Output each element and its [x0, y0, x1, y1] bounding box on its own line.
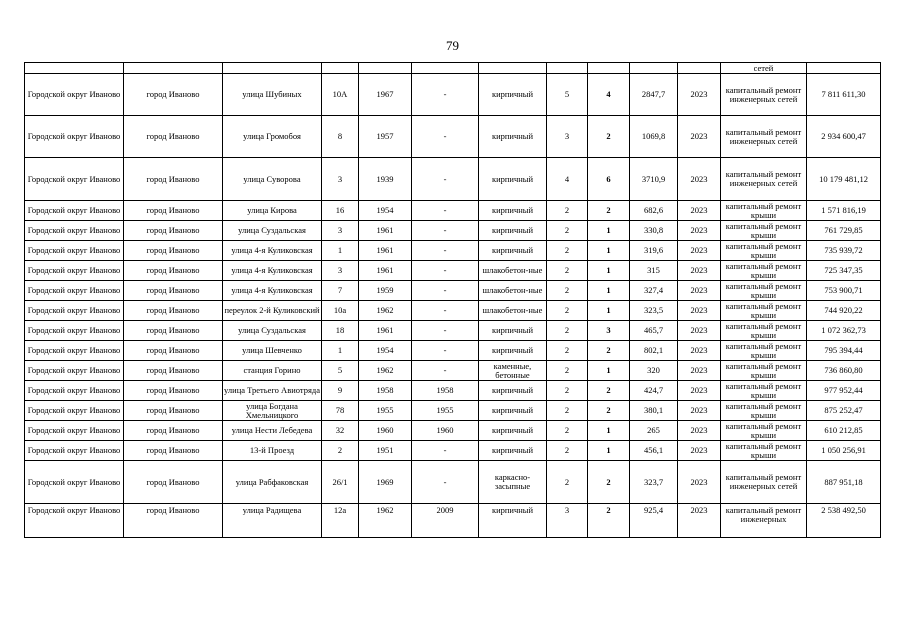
floors-cell: 3 — [547, 504, 588, 538]
year-reconstruction-cell: - — [412, 201, 479, 221]
cost-cell: 761 729,85 — [807, 221, 881, 241]
district-cell: Городской округ Иваново — [25, 401, 124, 421]
table-row — [25, 341, 881, 361]
year-reconstruction-cell: 1955 — [412, 401, 479, 421]
floors-cell: 2 — [547, 321, 588, 341]
year-built-cell: 1939 — [359, 158, 412, 201]
year-reconstruction-cell: - — [412, 221, 479, 241]
district-cell: Городской округ Иваново — [25, 361, 124, 381]
house-number-cell: 7 — [322, 281, 359, 301]
house-number-cell: 3 — [322, 158, 359, 201]
table-row — [25, 301, 881, 321]
house-number-cell: 3 — [322, 261, 359, 281]
entrances-cell: 2 — [588, 461, 630, 504]
year-built-cell: 1961 — [359, 241, 412, 261]
floors-cell: 4 — [547, 158, 588, 201]
street-cell: улица Кирова — [223, 201, 322, 221]
year-reconstruction-cell: - — [412, 116, 479, 158]
street-cell: станция Горино — [223, 361, 322, 381]
cost-cell: 10 179 481,12 — [807, 158, 881, 201]
year-reconstruction-cell: 1960 — [412, 421, 479, 441]
entrances-cell: 1 — [588, 301, 630, 321]
wall-material-cell: кирпичный — [479, 241, 547, 261]
year-built-cell: 1962 — [359, 504, 412, 538]
area-cell: 265 — [630, 421, 678, 441]
area-cell: 682,6 — [630, 201, 678, 221]
house-number-cell: 26/1 — [322, 461, 359, 504]
year-reconstruction-cell: - — [412, 74, 479, 116]
table-row — [25, 361, 881, 381]
wall-material-cell: шлакобетон-ные — [479, 261, 547, 281]
area-cell: 315 — [630, 261, 678, 281]
cost-cell: 753 900,71 — [807, 281, 881, 301]
area-cell: 323,5 — [630, 301, 678, 321]
street-cell: улица Нести Лебедева — [223, 421, 322, 441]
cost-cell: 1 050 256,91 — [807, 441, 881, 461]
year-built-cell: 1967 — [359, 74, 412, 116]
district-cell: Городской округ Иваново — [25, 158, 124, 201]
city-cell: город Иваново — [124, 241, 223, 261]
year-reconstruction-cell: - — [412, 261, 479, 281]
city-cell: город Иваново — [124, 361, 223, 381]
house-number-cell: 12а — [322, 504, 359, 538]
plan-year-cell: 2023 — [678, 158, 721, 201]
city-cell: город Иваново — [124, 341, 223, 361]
city-cell: город Иваново — [124, 201, 223, 221]
work-type-cell: капитальный ремонт инженерных — [721, 504, 807, 538]
plan-year-cell: 2023 — [678, 116, 721, 158]
year-reconstruction-cell: - — [412, 361, 479, 381]
entrances-cell: 2 — [588, 341, 630, 361]
street-cell: переулок 2-й Куликовский — [223, 301, 322, 321]
floors-cell: 3 — [547, 116, 588, 158]
housing-registry-table — [24, 62, 881, 538]
street-cell: улица 4-я Куликовская — [223, 261, 322, 281]
plan-year-cell: 2023 — [678, 301, 721, 321]
table-row — [25, 381, 881, 401]
floors-cell: 2 — [547, 421, 588, 441]
wall-material-cell: кирпичный — [479, 201, 547, 221]
city-cell: город Иваново — [124, 221, 223, 241]
year-reconstruction-cell: - — [412, 301, 479, 321]
year-built-cell: 1961 — [359, 261, 412, 281]
district-cell: Городской округ Иваново — [25, 116, 124, 158]
work-type-cell: капитальный ремонт крыши — [721, 361, 807, 381]
house-number-cell: 10а — [322, 301, 359, 321]
district-cell: Городской округ Иваново — [25, 461, 124, 504]
plan-year-cell: 2023 — [678, 341, 721, 361]
street-cell: улица Суздальская — [223, 321, 322, 341]
district-cell: Городской округ Иваново — [25, 341, 124, 361]
wall-material-cell: кирпичный — [479, 158, 547, 201]
plan-year-cell: 2023 — [678, 441, 721, 461]
entrances-cell: 2 — [588, 504, 630, 538]
year-built-cell: 1959 — [359, 281, 412, 301]
district-cell: Городской округ Иваново — [25, 321, 124, 341]
page-number: 79 — [446, 38, 459, 53]
plan-year-cell: 2023 — [678, 221, 721, 241]
entrances-cell: 2 — [588, 116, 630, 158]
cost-cell: 744 920,22 — [807, 301, 881, 321]
area-cell: 802,1 — [630, 341, 678, 361]
street-cell: улица Шевченко — [223, 341, 322, 361]
wall-material-cell: кирпичный — [479, 504, 547, 538]
cost-cell: 735 939,72 — [807, 241, 881, 261]
year-reconstruction-cell: - — [412, 441, 479, 461]
table-row — [25, 221, 881, 241]
floors-cell: 2 — [547, 281, 588, 301]
table-row — [25, 116, 881, 158]
entrances-cell: 1 — [588, 281, 630, 301]
entrances-cell: 1 — [588, 441, 630, 461]
city-cell: город Иваново — [124, 381, 223, 401]
cost-cell: 725 347,35 — [807, 261, 881, 281]
street-cell: улица Радищева — [223, 504, 322, 538]
area-cell: 319,6 — [630, 241, 678, 261]
cost-cell: 1 072 362,73 — [807, 321, 881, 341]
plan-year-cell: 2023 — [678, 74, 721, 116]
city-cell: город Иваново — [124, 421, 223, 441]
wall-material-cell: кирпичный — [479, 401, 547, 421]
city-cell: город Иваново — [124, 301, 223, 321]
floors-cell: 2 — [547, 381, 588, 401]
work-type-cell: капитальный ремонт крыши — [721, 241, 807, 261]
wall-material-cell: кирпичный — [479, 116, 547, 158]
area-cell: 465,7 — [630, 321, 678, 341]
year-built-cell: 1951 — [359, 441, 412, 461]
work-type-cell: капитальный ремонт инженерных сетей — [721, 116, 807, 158]
cost-cell: 2 538 492,50 — [807, 504, 881, 538]
entrances-cell: 2 — [588, 381, 630, 401]
table-row — [25, 201, 881, 221]
district-cell: Городской округ Иваново — [25, 301, 124, 321]
wall-material-cell: каменные, бетонные — [479, 361, 547, 381]
wall-material-cell: каркасно-засыпные — [479, 461, 547, 504]
table-row — [25, 461, 881, 504]
cost-cell: 610 212,85 — [807, 421, 881, 441]
plan-year-cell: 2023 — [678, 281, 721, 301]
cost-cell: 736 860,80 — [807, 361, 881, 381]
street-cell: улица 4-я Куликовская — [223, 281, 322, 301]
year-reconstruction-cell: - — [412, 341, 479, 361]
city-cell: город Иваново — [124, 441, 223, 461]
cost-cell: 875 252,47 — [807, 401, 881, 421]
year-built-cell: 1955 — [359, 401, 412, 421]
work-type-cell: капитальный ремонт крыши — [721, 341, 807, 361]
area-cell: 320 — [630, 361, 678, 381]
plan-year-cell: 2023 — [678, 461, 721, 504]
year-built-cell: 1969 — [359, 461, 412, 504]
table-row — [25, 441, 881, 461]
house-number-cell: 1 — [322, 241, 359, 261]
table-row — [25, 401, 881, 421]
floors-cell: 2 — [547, 401, 588, 421]
work-type-cell: капитальный ремонт крыши — [721, 301, 807, 321]
floors-cell: 5 — [547, 74, 588, 116]
wall-material-cell: кирпичный — [479, 421, 547, 441]
entrances-cell: 4 — [588, 74, 630, 116]
work-type-cell: капитальный ремонт крыши — [721, 381, 807, 401]
city-cell: город Иваново — [124, 504, 223, 538]
district-cell: Городской округ Иваново — [25, 421, 124, 441]
house-number-cell: 3 — [322, 221, 359, 241]
work-type-cell: капитальный ремонт крыши — [721, 221, 807, 241]
year-built-cell: 1961 — [359, 221, 412, 241]
year-built-cell: 1954 — [359, 341, 412, 361]
area-cell: 2847,7 — [630, 74, 678, 116]
district-cell: Городской округ Иваново — [25, 201, 124, 221]
table-row — [25, 504, 881, 538]
floors-cell: 2 — [547, 361, 588, 381]
plan-year-cell: 2023 — [678, 401, 721, 421]
year-reconstruction-cell: - — [412, 461, 479, 504]
area-cell: 3710,9 — [630, 158, 678, 201]
house-number-cell: 18 — [322, 321, 359, 341]
work-type-cell: капитальный ремонт крыши — [721, 261, 807, 281]
area-cell: 1069,8 — [630, 116, 678, 158]
plan-year-cell: 2023 — [678, 321, 721, 341]
cost-cell: 7 811 611,30 — [807, 74, 881, 116]
city-cell: город Иваново — [124, 401, 223, 421]
table-row — [25, 261, 881, 281]
table-row — [25, 74, 881, 116]
street-cell: улица Богдана Хмельницкого — [223, 401, 322, 421]
work-type-cell: капитальный ремонт инженерных сетей — [721, 158, 807, 201]
street-cell: улица Суздальская — [223, 221, 322, 241]
table-row — [25, 281, 881, 301]
entrances-cell: 1 — [588, 261, 630, 281]
year-built-cell: 1960 — [359, 421, 412, 441]
plan-year-cell: 2023 — [678, 201, 721, 221]
district-cell: Городской округ Иваново — [25, 241, 124, 261]
area-cell: 330,8 — [630, 221, 678, 241]
year-reconstruction-cell: 2009 — [412, 504, 479, 538]
table-row-continuation — [25, 63, 881, 74]
house-number-cell: 10А — [322, 74, 359, 116]
entrances-cell: 1 — [588, 421, 630, 441]
house-number-cell: 78 — [322, 401, 359, 421]
table-row — [25, 241, 881, 261]
house-number-cell: 1 — [322, 341, 359, 361]
street-cell: улица Суворова — [223, 158, 322, 201]
wall-material-cell: кирпичный — [479, 381, 547, 401]
district-cell: Городской округ Иваново — [25, 381, 124, 401]
table-row — [25, 321, 881, 341]
cost-cell: 2 934 600,47 — [807, 116, 881, 158]
wall-material-cell: кирпичный — [479, 74, 547, 116]
house-number-cell: 16 — [322, 201, 359, 221]
year-built-cell: 1957 — [359, 116, 412, 158]
cost-cell: 887 951,18 — [807, 461, 881, 504]
street-cell: улица Громобоя — [223, 116, 322, 158]
house-number-cell: 9 — [322, 381, 359, 401]
year-built-cell: 1962 — [359, 361, 412, 381]
floors-cell: 2 — [547, 461, 588, 504]
plan-year-cell: 2023 — [678, 381, 721, 401]
district-cell: Городской округ Иваново — [25, 441, 124, 461]
year-reconstruction-cell: - — [412, 158, 479, 201]
plan-year-cell: 2023 — [678, 504, 721, 538]
entrances-cell: 1 — [588, 361, 630, 381]
floors-cell: 2 — [547, 441, 588, 461]
cost-cell: 795 394,44 — [807, 341, 881, 361]
year-reconstruction-cell: - — [412, 321, 479, 341]
work-type-cell: капитальный ремонт крыши — [721, 281, 807, 301]
entrances-cell: 2 — [588, 201, 630, 221]
house-number-cell: 32 — [322, 421, 359, 441]
table-row — [25, 421, 881, 441]
year-built-cell: 1958 — [359, 381, 412, 401]
street-cell: улица Третьего Авиотряда — [223, 381, 322, 401]
year-reconstruction-cell: 1958 — [412, 381, 479, 401]
work-type-cell: капитальный ремонт крыши — [721, 441, 807, 461]
work-type-cell: капитальный ремонт крыши — [721, 201, 807, 221]
wall-material-cell: кирпичный — [479, 441, 547, 461]
wall-material-cell: шлакобетон-ные — [479, 301, 547, 321]
floors-cell: 2 — [547, 301, 588, 321]
work-type-cell: капитальный ремонт инженерных сетей — [721, 74, 807, 116]
house-number-cell: 2 — [322, 441, 359, 461]
district-cell: Городской округ Иваново — [25, 221, 124, 241]
area-cell: 424,7 — [630, 381, 678, 401]
year-built-cell: 1962 — [359, 301, 412, 321]
street-cell: 13-й Проезд — [223, 441, 322, 461]
city-cell: город Иваново — [124, 116, 223, 158]
wall-material-cell: кирпичный — [479, 221, 547, 241]
area-cell: 380,1 — [630, 401, 678, 421]
wall-material-cell: кирпичный — [479, 321, 547, 341]
district-cell: Городской округ Иваново — [25, 261, 124, 281]
street-cell: улица Шубиных — [223, 74, 322, 116]
area-cell: 925,4 — [630, 504, 678, 538]
house-number-cell: 8 — [322, 116, 359, 158]
work-type-cell: капитальный ремонт крыши — [721, 421, 807, 441]
work-type-cell: капитальный ремонт инженерных сетей — [721, 461, 807, 504]
cost-cell: 977 952,44 — [807, 381, 881, 401]
year-reconstruction-cell: - — [412, 281, 479, 301]
district-cell: Городской округ Иваново — [25, 281, 124, 301]
plan-year-cell: 2023 — [678, 241, 721, 261]
table-row — [25, 158, 881, 201]
wall-material-cell: кирпичный — [479, 341, 547, 361]
work-cell: сетей — [721, 63, 807, 74]
work-type-cell: капитальный ремонт крыши — [721, 401, 807, 421]
house-number-cell: 5 — [322, 361, 359, 381]
year-built-cell: 1961 — [359, 321, 412, 341]
floors-cell: 2 — [547, 221, 588, 241]
city-cell: город Иваново — [124, 321, 223, 341]
city-cell: город Иваново — [124, 74, 223, 116]
entrances-cell: 1 — [588, 221, 630, 241]
city-cell: город Иваново — [124, 461, 223, 504]
entrances-cell: 6 — [588, 158, 630, 201]
area-cell: 323,7 — [630, 461, 678, 504]
floors-cell: 2 — [547, 341, 588, 361]
year-built-cell: 1954 — [359, 201, 412, 221]
district-cell: Городской округ Иваново — [25, 504, 124, 538]
city-cell: город Иваново — [124, 158, 223, 201]
street-cell: улица 4-я Куликовская — [223, 241, 322, 261]
floors-cell: 2 — [547, 241, 588, 261]
cost-cell: 1 571 816,19 — [807, 201, 881, 221]
entrances-cell: 1 — [588, 241, 630, 261]
plan-year-cell: 2023 — [678, 421, 721, 441]
city-cell: город Иваново — [124, 261, 223, 281]
plan-year-cell: 2023 — [678, 261, 721, 281]
floors-cell: 2 — [547, 261, 588, 281]
year-reconstruction-cell: - — [412, 241, 479, 261]
area-cell: 327,4 — [630, 281, 678, 301]
street-cell: улица Рабфаковская — [223, 461, 322, 504]
plan-year-cell: 2023 — [678, 361, 721, 381]
entrances-cell: 3 — [588, 321, 630, 341]
floors-cell: 2 — [547, 201, 588, 221]
entrances-cell: 2 — [588, 401, 630, 421]
city-cell: город Иваново — [124, 281, 223, 301]
work-type-cell: капитальный ремонт крыши — [721, 321, 807, 341]
area-cell: 456,1 — [630, 441, 678, 461]
wall-material-cell: шлакобетон-ные — [479, 281, 547, 301]
district-cell: Городской округ Иваново — [25, 74, 124, 116]
